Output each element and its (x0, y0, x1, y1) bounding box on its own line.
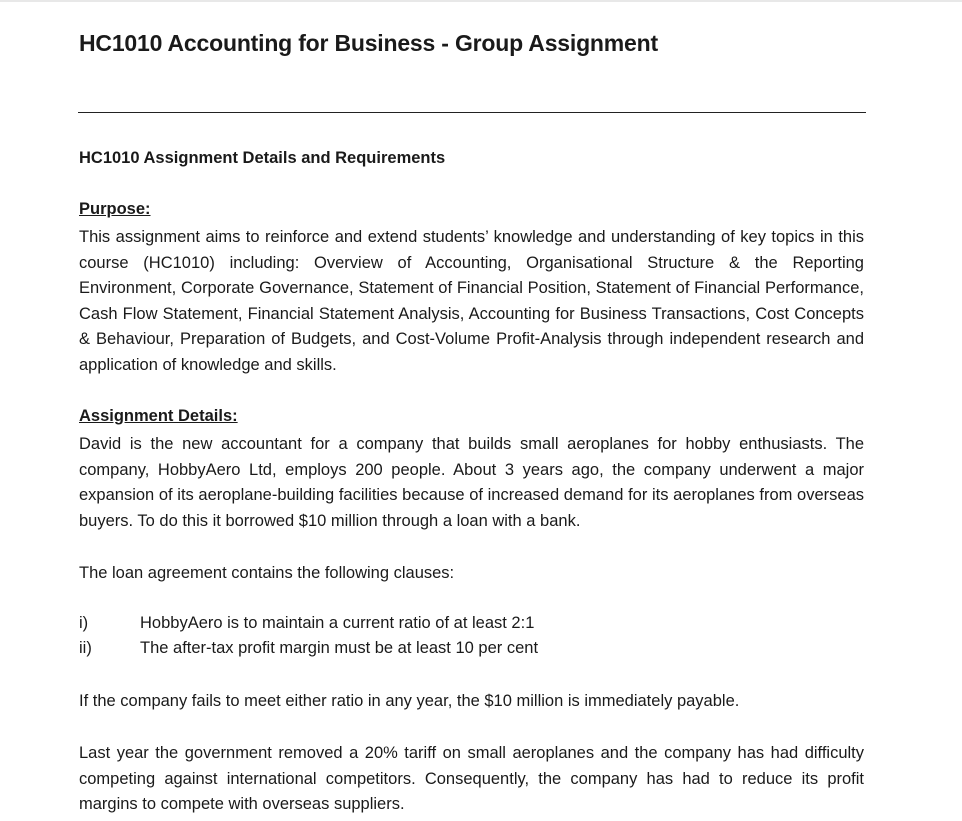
purpose-heading: Purpose: (79, 200, 151, 218)
assignment-details-paragraph-4: Last year the government removed a 20% tariff on small aeroplanes and the company has had difficulty competing against international competitors. Consequently, the company has had to reduce its profit margins to compete with overseas suppliers. (79, 744, 864, 814)
section-heading: HC1010 Assignment Details and Requirements (79, 149, 446, 167)
assignment-details-heading: Assignment Details: (79, 407, 238, 425)
document-title: HC1010 Accounting for Business - Group Assignment (79, 30, 658, 56)
purpose-paragraph: This assignment aims to reinforce and extend students’ knowledge and understanding of key topics in this course (HC1010) including: Overview of Accounting, Organisational Structure & the Reporting Environment, Corporate Governance, Statement of Financial Position, Statement of Financial Performance, Cash Flow Statement, Financial Statement Analysis, Accounting for Business Transactions, Cost Concepts & Behaviour, Preparation of Budgets, and Cost-Volume Profit-Analysis through independent research and application of knowledge and skills. (79, 228, 864, 374)
clause-marker: ii) (79, 639, 92, 657)
clause-item (79, 639, 538, 658)
assignment-details-paragraph-3: If the company fails to meet either ratio in any year, the $10 million is immediately payable. (79, 692, 740, 710)
clause-text: HobbyAero is to maintain a current ratio of at least 2:1 (140, 614, 535, 632)
page-top-edge (0, 0, 962, 2)
clause-marker: i) (79, 614, 89, 632)
clause-text: The after-tax profit margin must be at least 10 per cent (140, 639, 539, 657)
loan-clauses-intro: The loan agreement contains the following clauses: (79, 564, 455, 582)
clause-item (79, 614, 534, 633)
assignment-details-paragraph-1: David is the new accountant for a company that builds small aeroplanes for hobby enthusiasts. The company, HobbyAero Ltd, employs 200 people. About 3 years ago, the company underwent a major expansion of its aeroplane-building facilities because of increased demand for its aeroplanes from overseas buyers. To do this it borrowed $10 million through a loan with a bank. (79, 435, 864, 530)
title-divider (78, 112, 866, 113)
